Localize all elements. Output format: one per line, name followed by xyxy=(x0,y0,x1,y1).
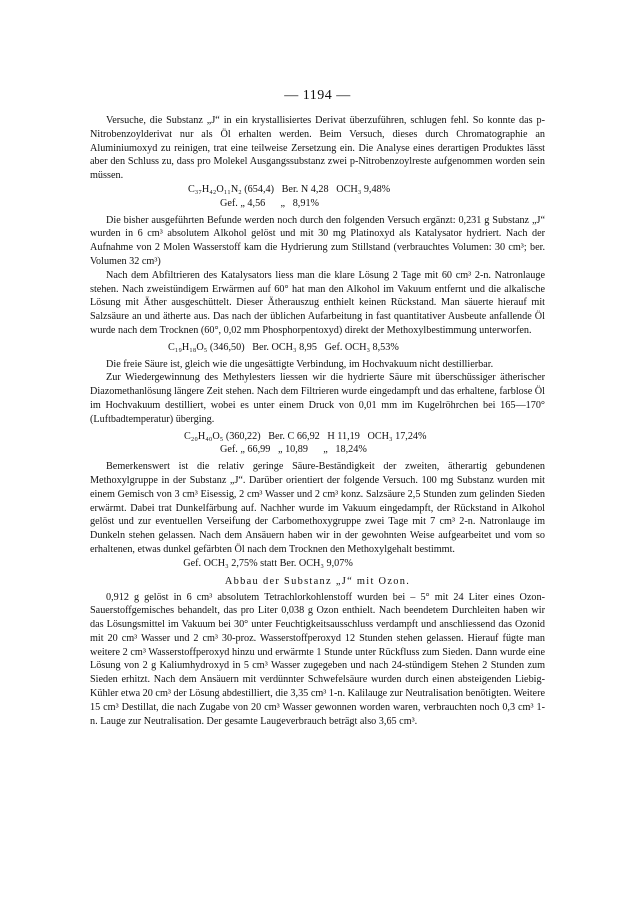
paragraph-abfiltrieren: Nach dem Abfiltrieren des Katalysators liess man die klare Lösung 2 Tage mit 60 cm³ 2-n. Natronlauge stehen. Nach zweistündigem Erwärmen auf 60° hat man den Alkohol im Vakuum entfernt und die alkalische Lösung mit Äther ausgeschüttelt. Dieser Ätherauszug enthielt keinen Rückstand. Man säuerte hierauf mit Salzsäure an und ätherte aus. Das nach der üblichen Aufarbeitung in fast quantitativer Ausbeute anfallende Öl wurde nach dem Trocknen (60°, 0,02 mm Phosphorpentoxyd) direkt der Methoxylbestimmung unterworfen. xyxy=(90,269,545,336)
analysis-formula-2: C₁₉H₁₈O₅ (346,50) Ber. OCH₃ 8,95 Gef. OCH₃ 8,53% xyxy=(168,341,399,353)
paragraph-methylester: Zur Wiedergewinnung des Methylesters liessen wir die hydrierte Säure mit überschüssiger ätherischer Diazomethanlösung längere Zeit stehen. Nach dem Filtrieren wurde eingedampft und das erhaltene, farblose Öl im Hochvakuum destilliert, wobei es unter einem Druck von 0,01 mm im Kugelröhrchen bei 165—170° (Luftbadtemperatur) überging. xyxy=(90,372,545,425)
paragraph-saeure-bestaendigkeit: Bemerkenswert ist die relativ geringe Säure-Beständigkeit der zweiten, ätherartig gebundenen Methoxylgruppe in der Substanz „J“. Darüber orientiert der folgende Versuch. 100 mg Substanz wurden mit einem Gemisch von 3 cm³ Eisessig, 2 cm³ Wasser und 2 cm³ konz. Salzsäure 2,5 Stunden zum gelinden Sieden erwärmt. Dabei trat Dunkelfärbung auf. Nachher wurde im Vakuum eingedampft, der Rückstand in Alkohol gelöst und zur eventuellen Verseifung der Carbomethoxygruppe zwei Tage mit 7 cm³ 2-n. Natronlauge im Dunkeln stehen gelassen. Nach dem Ansäuern haben wir in der gewohnten Weise aufgearbeitet und vom so erhaltenen, etwas dunkel gefärbten Öl nach dem Trocknen den Methoxylgehalt bestimmt. xyxy=(90,461,545,555)
analysis-formula-1-gef: Gef. „ 4,56 „ 8,91% xyxy=(220,197,320,209)
analysis-formula-1-ber: C₃₇H₄₂O₁₁N₂ (654,4) Ber. N 4,28 OCH₃ 9,48% xyxy=(188,183,391,195)
paragraph-freie-saeure: Die freie Säure ist, gleich wie die ungesättigte Verbindung, im Hochvakuum nicht destillierbar. xyxy=(106,358,494,370)
analysis-formula-3-gef: Gef. „ 66,99 „ 10,89 „ 18,24% xyxy=(220,444,367,456)
paragraph-hydrierung: Die bisher ausgeführten Befunde werden noch durch den folgenden Versuch ergänzt: 0,231 g Substanz „J“ wurden in 6 cm³ absolutem Alkohol gelöst und mit 30 mg Platinoxyd als Katalysator hydriert. Nach der Aufnahme von 2 Molen Wasserstoff kam die Hydrierung zum Stillstand (verbrauchtes Volumen: 30 cm³; ber. Volumen 32 cm³) xyxy=(90,214,545,267)
analysis-formula-4: Gef. OCH₃ 2,75% statt Ber. OCH₃ 9,07% xyxy=(168,557,353,569)
analysis-formula-3-ber: C₂₀H₄₀O₅ (360,22) Ber. C 66,92 H 11,19 OCH₃ 17,24% xyxy=(184,430,427,442)
paragraph-ozon-abbau: 0,912 g gelöst in 6 cm³ absolutem Tetrachlorkohlenstoff wurden bei – 5° mit 24 Liter eines Ozon-Sauerstoffgemisches behandelt, das pro Liter 0,038 g Ozon enthielt. Nach beendetem Durchleiten haben wir das Lösungsmittel im Vakuum bei 30° unter Feuchtigkeitsausschluss verdampft und anschliessend das Ozonid mit 20 cm³ Wasser und 2 cm³ 30-proz. Wasserstoffperoxyd 12 Stunden stehen gelassen. Hierauf fügte man weitere 2 cm³ Wasserstoffperoxyd hinzu und erwärmte 1 Stunde unter Rückfluss zum Sieden. Dann wurde eine Lösung von 2 g Kaliumhydroxyd in 5 cm³ Wasser zugegeben und nach 24-stündigem Stehen 2 Stunden zum Sieden erhitzt. Nach dem Ansäuern mit verdünnter Schwefelsäure wurden durch einen absteigenden Liebig-Kühler etwa 20 cm³ der Lösung abdestilliert, die 3,35 cm³ 1-n. Kalilauge zur Neutralisation benötigten. Weitere 15 cm³ Destillat, die nach Zugabe von 20 cm³ Wasser gewonnen worden waren, verbrauchten noch 0,3 cm³ 1-n. Lauge zur Neutralisation. Der gesamte Laugeverbrauch beträgt also 3,65 cm³. xyxy=(90,591,545,727)
document-page xyxy=(90,88,545,728)
section-heading-ozon: Abbau der Substanz „J“ mit Ozon. xyxy=(224,575,411,587)
page-number: — 1194 — xyxy=(284,88,351,103)
paragraph-nitrobenzoyl: Versuche, die Substanz „J“ in ein krystallisiertes Derivat überzuführen, schlugen fehl. So konnte das p-Nitrobenzoylderivat nur als Öl erhalten werden. Beim Versuch, dieses durch Chromatographie an Aluminiumoxyd zu reinigen, trat eine teilweise Zersetzung ein. Die Analyse eines derartigen Produktes lässt aber den Schluss zu, dass pro Molekel Ausgangssubstanz zwei p-Nitrobenzoylreste aufgenommen worden sein müssen. xyxy=(90,115,545,182)
